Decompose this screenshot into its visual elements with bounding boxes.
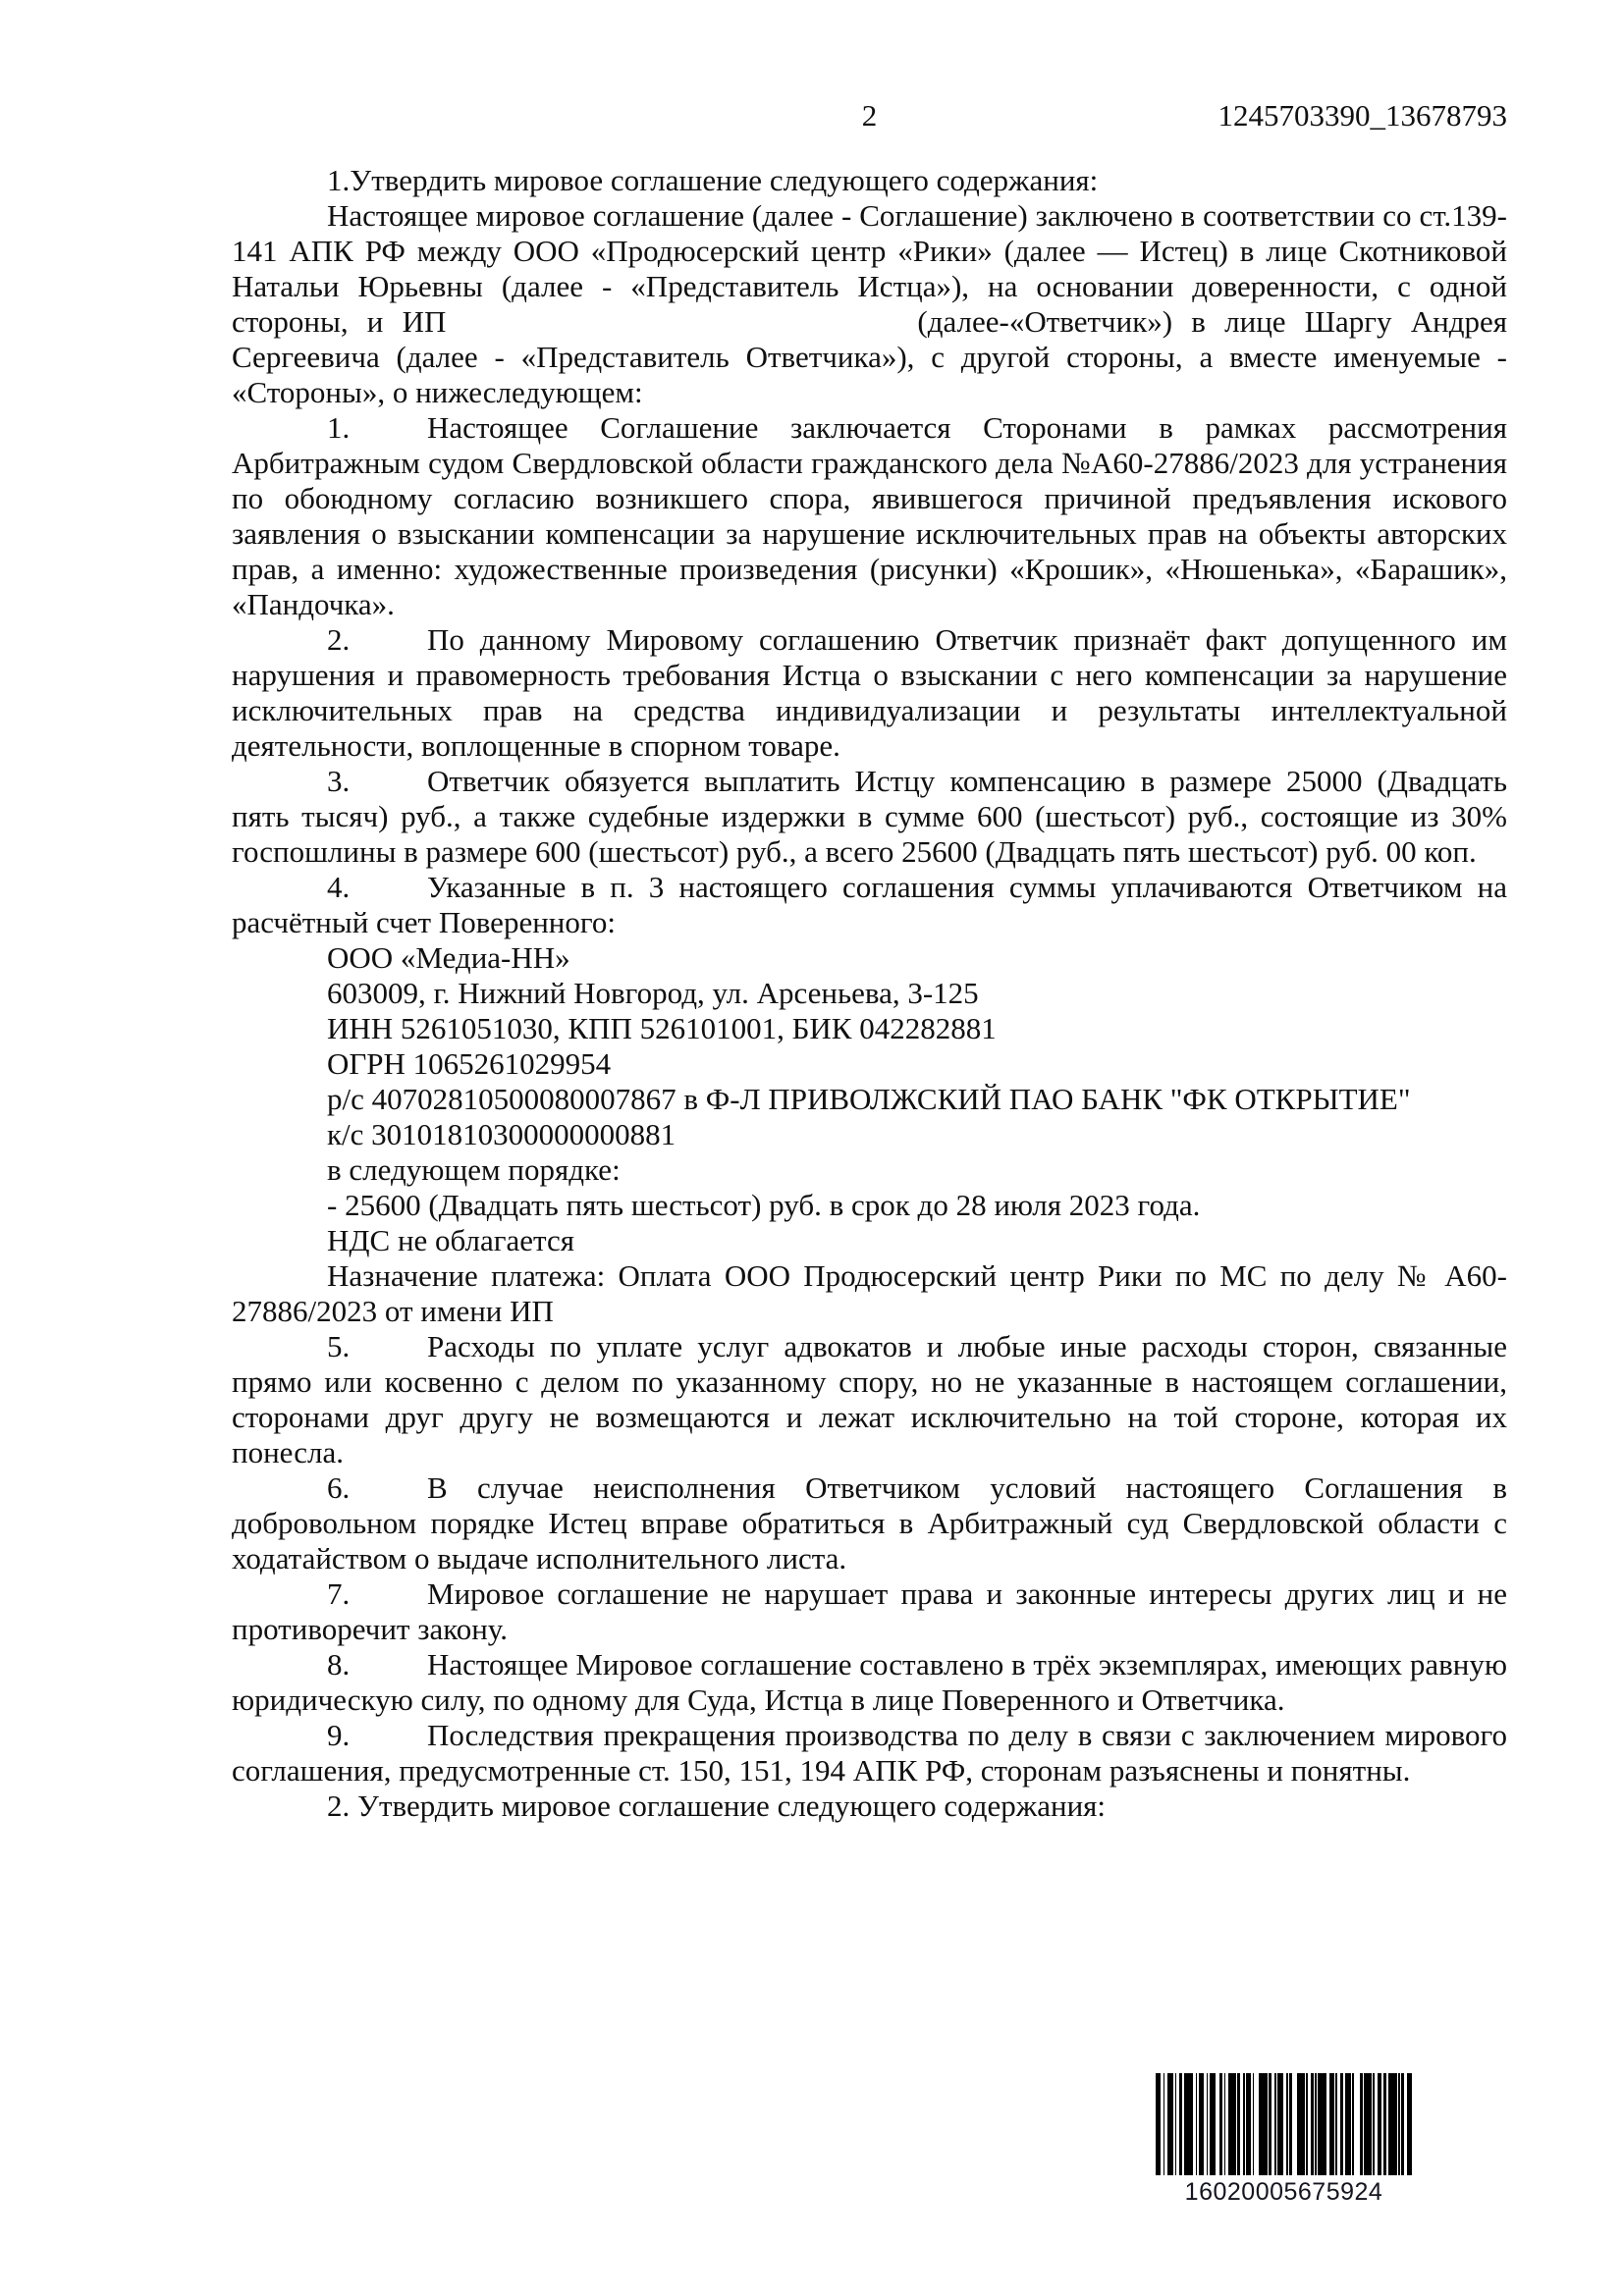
preamble-part1: Настоящее мировое соглашение (далее - Соглашение) заключено в соответствии со ст.139-141 АПК РФ между ООО «Продюсерский центр «Рики» (далее — Истец) в лице Скотниковой Натальи Юрьевны (далее - «Представитель Истца»), на основании доверенности, с одной стороны, и ИП — [232, 198, 1507, 339]
clause-paragraph-6 — [232, 1470, 1507, 1576]
clause-text: Последствия прекращения производства по делу в связи с заключением мирового соглашения, предусмотренные ст. 150, 151, 194 АПК РФ, сторонам разъяснены и понятны. — [232, 1718, 1507, 1788]
clause-paragraph-7 — [232, 1576, 1507, 1647]
clause-text: Мировое соглашение не нарушает права и законные интересы других лиц и не противоречит закону. — [232, 1576, 1507, 1646]
barcode-block — [1156, 2073, 1412, 2207]
clause-text: По данному Мировому соглашению Ответчик признаёт факт допущенного им нарушения и правомерность требования Истца о взыскании с него компенсации за нарушение исключительных прав на средства индивидуализации и результаты интеллектуальной деятельности, воплощенные в спорном товаре. — [232, 622, 1507, 763]
preamble-paragraph — [232, 198, 1507, 410]
clause-number: 9. — [327, 1718, 351, 1752]
closing-heading: 2. Утвердить мировое соглашение следующего содержания: — [327, 1789, 1107, 1823]
clause-paragraph-8 — [232, 1647, 1507, 1718]
clause-text: Расходы по уплате услуг адвокатов и любые иные расходы сторон, связанные прямо или косвенно с делом по указанному спору, но не указанные в настоящем соглашении, сторонами друг другу не возмещаются и лежат исключительно на той стороне, которая их понесла. — [232, 1329, 1507, 1469]
clause-number: 2. — [327, 622, 351, 657]
barcode-number: 16020005675924 — [1184, 2178, 1383, 2206]
payee-name: ООО «Медиа-НН» — [327, 940, 570, 975]
payment-order-label: в следующем порядке: — [327, 1152, 621, 1187]
payee-ogrn: ОГРН 1065261029954 — [327, 1046, 612, 1081]
payee-address: 603009, г. Нижний Новгород, ул. Арсеньева, 3-125 — [327, 976, 979, 1010]
intro-heading: 1.Утвердить мировое соглашение следующего содержания: — [327, 163, 1099, 197]
page-number: 2 — [861, 98, 878, 133]
clause-text: Настоящее Соглашение заключается Сторонами в рамках рассмотрения Арбитражным судом Свердловской области гражданского дела №А60-27886/2023 для устранения по обоюдному согласию возникшего спора, явившегося причиной предъявления искового заявления о взыскании компенсации за нарушение исключительных прав на объекты авторских прав, а именно: художественные произведения (рисунки) «Крошик», «Нюшенька», «Барашик», «Пандочка». — [232, 410, 1507, 621]
clause-paragraph-4 — [232, 870, 1507, 940]
clause-text: Настоящее Мировое соглашение составлено в трёх экземплярах, имеющих равную юридическую силу, по одному для Суда, Истца в лице Поверенного и Ответчика. — [232, 1647, 1508, 1717]
vat-note: НДС не облагается — [327, 1223, 574, 1257]
clause-number: 7. — [327, 1576, 351, 1611]
preamble-part3: в лице Шаргу Андрея Сергеевича (далее - «Представитель Ответчика»), с другой стороны, а вместе именуемые - «Стороны», о нижеследующем: — [232, 304, 1508, 409]
clause-number: 4. — [327, 870, 351, 904]
payment-purpose-paragraph: Назначение платежа: Оплата ООО Продюсерский центр Рики по МС по делу № А60-27886/2023 от имени ИП — [232, 1258, 1507, 1328]
clause-paragraph-5 — [232, 1329, 1507, 1470]
clause-text: Указанные в п. 3 настоящего соглашения суммы уплачиваются Ответчиком на расчётный счет Поверенного: — [232, 870, 1507, 939]
payment-amount-deadline: - 25600 (Двадцать пять шестьсот) руб. в срок до 28 июля 2023 года. — [327, 1188, 1201, 1222]
payee-corr-account: к/с 30101810300000000881 — [327, 1117, 676, 1151]
preamble-part2: (далее-«Ответчик») — [917, 304, 1173, 339]
payee-settlement-account: р/с 40702810500080007867 в Ф-Л ПРИВОЛЖСКИЙ ПАО БАНК "ФК ОТКРЫТИЕ" — [327, 1082, 1411, 1116]
barcode-icon — [1156, 2073, 1412, 2175]
clause-text: В случае неисполнения Ответчиком условий настоящего Соглашения в добровольном порядке Истец вправе обратиться в Арбитражный суд Свердловской области с ходатайством о выдаче исполнительного листа. — [232, 1470, 1507, 1575]
clause-text: Ответчик обязуется выплатить Истцу компенсацию в размере 25000 (Двадцать пять тысяч) руб., а также судебные издержки в сумме 600 (шестьсот) руб., состоящие из 30% госпошлины в размере 600 (шестьсот) руб., а всего 25600 (Двадцать пять шестьсот) руб. 00 коп. — [232, 764, 1507, 869]
clause-number: 1. — [327, 410, 351, 445]
clause-number: 8. — [327, 1647, 351, 1682]
clause-paragraph-2 — [232, 622, 1507, 764]
document-body — [232, 163, 1507, 1824]
document-id: 1245703390_13678793 — [1217, 98, 1507, 133]
clause-number: 5. — [327, 1329, 351, 1363]
page-header — [232, 98, 1507, 137]
clause-paragraph-1 — [232, 410, 1507, 622]
payee-inn-kpp-bik: ИНН 5261051030, КПП 526101001, БИК 042282881 — [327, 1011, 997, 1045]
clause-number: 3. — [327, 764, 351, 798]
clause-number: 6. — [327, 1470, 351, 1505]
clause-paragraph-9 — [232, 1718, 1507, 1789]
redacted-name-gap — [446, 331, 917, 332]
clause-paragraph-3 — [232, 764, 1507, 870]
